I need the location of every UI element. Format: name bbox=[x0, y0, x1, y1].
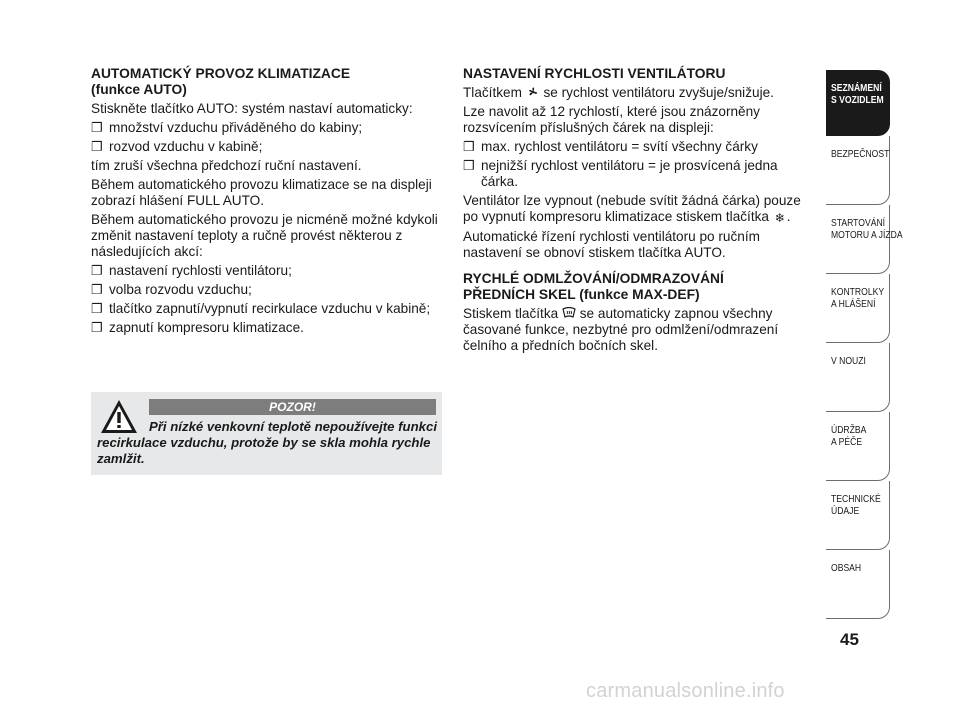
list-item: ❒ nastavení rychlosti ventilátoru; bbox=[91, 263, 292, 278]
windscreen-defrost-icon bbox=[562, 307, 576, 319]
paragraph: Během automatického provozu je nicméně možné kdykoli změnit nastavení teploty a ručně provést některou z následujících akcí: bbox=[91, 212, 438, 259]
tab-v-nouzi[interactable]: V NOUZI bbox=[826, 343, 890, 412]
tab-kontrolky[interactable]: KONTROLKY A HLÁŠENÍ bbox=[826, 274, 890, 343]
tab-bezpecnost[interactable]: BEZPEČNOST bbox=[826, 136, 890, 205]
fan-icon bbox=[526, 86, 540, 98]
section-heading-fan: NASTAVENÍ RYCHLOSTI VENTILÁTORU bbox=[463, 66, 726, 81]
warning-box bbox=[91, 392, 442, 475]
page-number: 45 bbox=[840, 630, 859, 649]
right-column bbox=[463, 66, 815, 354]
paragraph: Stiskem tlačítka se automaticky zapnou všechny časované funkce, nezbytné pro odmlžení/odmrazení čelního a předních bočních skel. bbox=[463, 306, 779, 353]
checkbox-bullet-icon: ❒ bbox=[91, 282, 103, 297]
list-item: ❒ tlačítko zapnutí/vypnutí recirkulace vzduchu v kabině; bbox=[91, 301, 431, 316]
checkbox-bullet-icon: ❒ bbox=[463, 158, 475, 173]
list-item: ❒ volba rozvodu vzduchu; bbox=[91, 282, 252, 297]
warning-label: POZOR! bbox=[149, 399, 436, 415]
tab-obsah[interactable]: OBSAH bbox=[826, 550, 890, 619]
list-item: ❒ zapnutí kompresoru klimatizace. bbox=[91, 320, 304, 335]
checkbox-bullet-icon: ❒ bbox=[463, 139, 475, 154]
chapter-tabs bbox=[826, 70, 903, 619]
list-item: ❒ množství vzduchu přiváděného do kabiny; bbox=[91, 120, 363, 135]
paragraph: Tlačítkem se rychlost ventilátoru zvyšuje/snižuje. bbox=[463, 85, 774, 100]
paragraph: tím zruší všechna předchozí ruční nastavení. bbox=[91, 158, 362, 173]
list-item: ❒ max. rychlost ventilátoru = svítí všechny čárky bbox=[463, 139, 758, 154]
snowflake-icon: ❄ bbox=[774, 211, 785, 225]
section-heading-defrost: RYCHLÉ ODMLŽOVÁNÍ/ODMRAZOVÁNÍ PŘEDNÍCH SKEL (funkce MAX-DEF) bbox=[463, 271, 724, 302]
left-column bbox=[91, 66, 443, 336]
paragraph: Ventilátor lze vypnout (nebude svítit žádná čárka) pouze po vypnutí kompresoru klimatizace stiskem tlačítka ❄ . bbox=[463, 193, 801, 225]
watermark: carmanualsonline.info bbox=[586, 680, 785, 702]
list-item: ❒ rozvod vzduchu v kabině; bbox=[91, 139, 263, 154]
checkbox-bullet-icon: ❒ bbox=[91, 263, 103, 278]
section-heading-auto: AUTOMATICKÝ PROVOZ KLIMATIZACE (funkce AUTO) bbox=[91, 66, 351, 97]
tab-udrzba[interactable]: ÚDRŽBA A PÉČE bbox=[826, 412, 890, 481]
paragraph: Lze navolit až 12 rychlostí, které jsou znázorněny rozsvícením příslušných čárek na displeji: bbox=[463, 104, 760, 135]
checkbox-bullet-icon: ❒ bbox=[91, 320, 103, 335]
checkbox-bullet-icon: ❒ bbox=[91, 301, 103, 316]
list-item: ❒ nejnižší rychlost ventilátoru = je prosvícená jedna čárka. bbox=[463, 158, 778, 189]
checkbox-bullet-icon: ❒ bbox=[91, 120, 103, 135]
paragraph: Během automatického provozu klimatizace se na displeji zobrazí hlášení FULL AUTO. bbox=[91, 177, 432, 208]
paragraph: Automatické řízení rychlosti ventilátoru po ručním nastavení se obnoví stiskem tlačítka AUTO. bbox=[463, 229, 760, 260]
tab-seznameni-s-vozidlem[interactable]: SEZNÁMENÍ S VOZIDLEM bbox=[826, 70, 890, 136]
paragraph: Stiskněte tlačítko AUTO: systém nastaví automaticky: bbox=[91, 101, 413, 116]
tab-technicke-udaje[interactable]: TECHNICKÉ ÚDAJE bbox=[826, 481, 890, 550]
warning-text: Při nízké venkovní teplotě nepoužívejte funkci recirkulace vzduchu, protože by se skla mohla rychle zamlžit. bbox=[97, 419, 437, 466]
tab-startovani[interactable]: STARTOVÁNÍ MOTORU A JÍZDA bbox=[826, 205, 890, 274]
checkbox-bullet-icon: ❒ bbox=[91, 139, 103, 154]
